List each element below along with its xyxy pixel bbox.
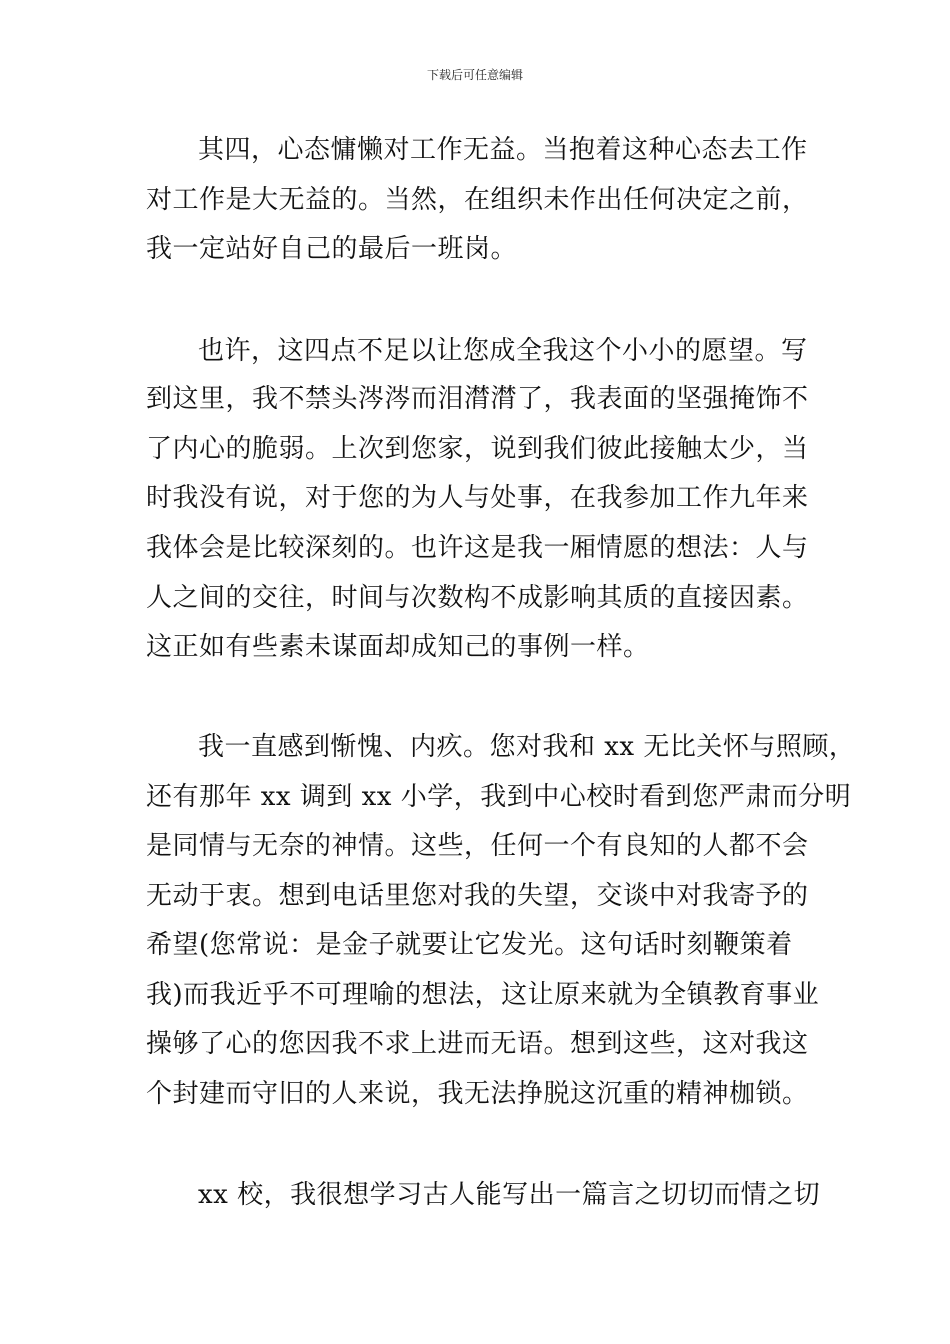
paragraph-1-line-3: 我一定站好自己的最后一班岗。 — [146, 234, 518, 264]
paragraph-3-line-7: 操够了心的您因我不求上进而无语。想到这些，这对我这 — [146, 1029, 809, 1059]
paragraph-2-line-2: 到这里，我不禁头涔涔而泪潸潸了，我表面的坚强掩饰不 — [146, 384, 809, 414]
paragraph-3-line-2: 还有那年 xx 调到 xx 小学，我到中心校时看到您严肃而分明 — [146, 782, 852, 812]
paragraph-2-line-6: 人之间的交往，时间与次数构不成影响其质的直接因素。 — [146, 583, 809, 613]
paragraph-1-line-1: 其四，心态慵懒对工作无益。当抱着这种心态去工作 — [198, 135, 808, 165]
paragraph-2-line-4: 时我没有说，对于您的为人与处事，在我参加工作九年来 — [146, 483, 809, 513]
paragraph-3-line-1: 我一直感到惭愧、内疚。您对我和 xx 无比关怀与照顾， — [198, 732, 856, 762]
paragraph-2-line-1: 也许，这四点不足以让您成全我这个小小的愿望。写 — [198, 336, 808, 366]
paragraph-1-line-2: 对工作是大无益的。当然，在组织未作出任何决定之前， — [146, 185, 809, 215]
paragraph-3-line-4: 无动于衷。想到电话里您对我的失望，交谈中对我寄予的 — [146, 881, 809, 911]
paragraph-3-line-3: 是同情与无奈的神情。这些，任何一个有良知的人都不会 — [146, 831, 809, 861]
paragraph-3-line-5: 希望(您常说：是金子就要让它发光。这句话时刻鞭策着 — [146, 930, 793, 960]
paragraph-3-line-6: 我)而我近乎不可理喻的想法，这让原来就为全镇教育事业 — [146, 980, 820, 1010]
paragraph-2-line-5: 我体会是比较深刻的。也许这是我一厢情愿的想法：人与 — [146, 533, 809, 563]
paragraph-2-line-3: 了内心的脆弱。上次到您家，说到我们彼此接触太少，当 — [146, 434, 809, 464]
paragraph-3-line-8: 个封建而守旧的人来说，我无法挣脱这沉重的精神枷锁。 — [146, 1079, 809, 1109]
header-note: 下载后可任意编辑 — [426, 68, 523, 82]
paragraph-4-line-1: xx 校，我很想学习古人能写出一篇言之切切而情之切 — [198, 1180, 821, 1210]
paragraph-2-line-7: 这正如有些素未谋面却成知己的事例一样。 — [146, 632, 650, 662]
